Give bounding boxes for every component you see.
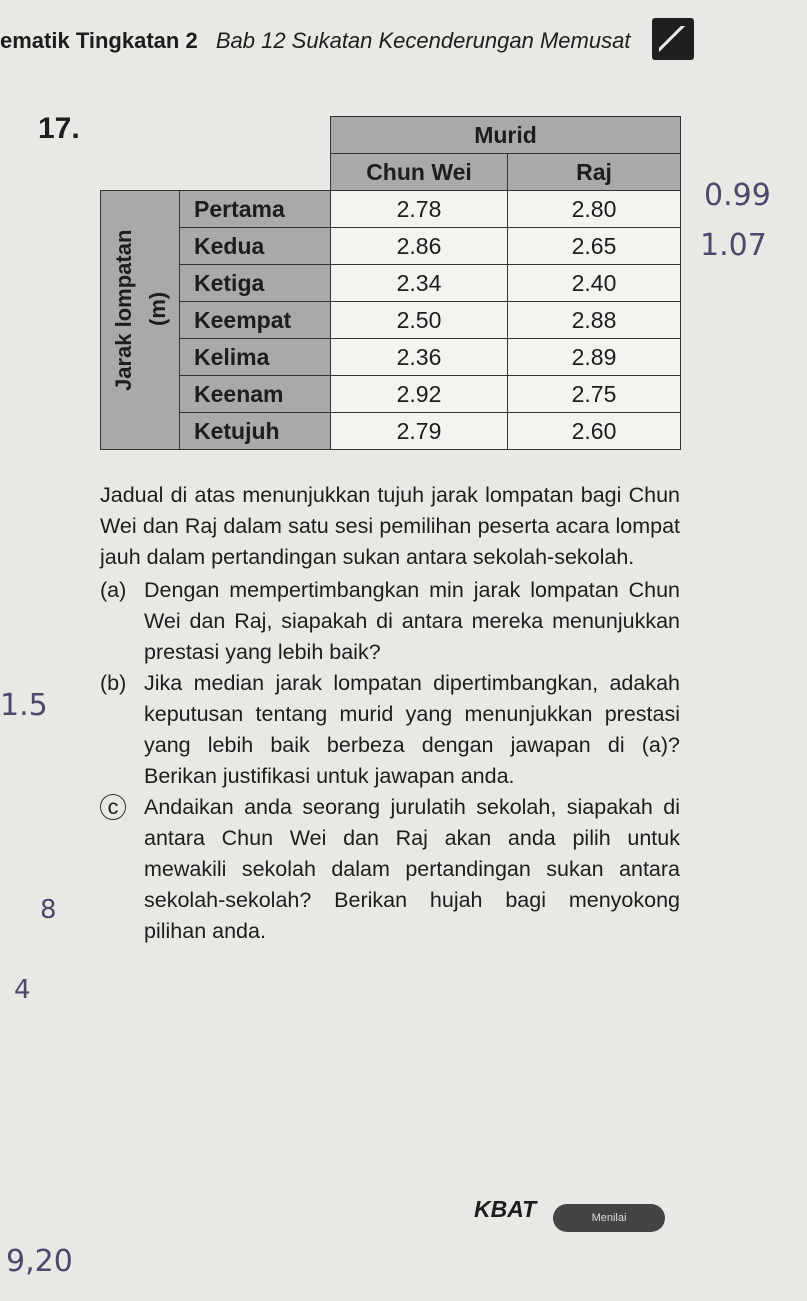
page-header xyxy=(0,28,690,54)
table-row: Ketujuh 2.79 2.60 xyxy=(101,413,681,450)
kbat-label: KBAT xyxy=(474,1196,537,1222)
part-a: (a) Dengan mempertimbangkan min jarak lompatan Chun Wei dan Raj, siapakah di antara mereka menunjukkan prestasi yang lebih baik? xyxy=(100,578,680,664)
question-body xyxy=(100,480,680,947)
book-icon xyxy=(652,18,694,60)
handwritten-note: 4 xyxy=(14,975,31,1005)
table-row: Kelima 2.36 2.89 xyxy=(101,339,681,376)
table-row: Keenam 2.92 2.75 xyxy=(101,376,681,413)
handwritten-note: 9,20 xyxy=(6,1244,73,1279)
table-row: Keempat 2.50 2.88 xyxy=(101,302,681,339)
menilai-badge: Menilai xyxy=(553,1204,665,1232)
table-row: Jarak lompatan (m) Pertama 2.78 2.80 xyxy=(101,191,681,228)
column-chun-wei: Chun Wei xyxy=(331,154,508,191)
header-chapter: Bab 12 Sukatan Kecenderungan Memusat xyxy=(215,28,631,53)
table-row: Kedua 2.86 2.65 xyxy=(101,228,681,265)
part-b: (b) Jika median jarak lompatan dipertimbangkan, adakah keputusan tentang murid yang menunjukkan prestasi yang lebih baik berbeza dengan jawapan di (a)? Berikan justifikasi untuk jawapan anda. xyxy=(100,671,680,788)
handwritten-note: 0.99 xyxy=(704,178,771,213)
group-header: Murid xyxy=(331,117,681,154)
row-axis-label: Jarak lompatan (m) xyxy=(101,191,180,450)
handwritten-note: 8 xyxy=(40,895,57,925)
jump-distance-table xyxy=(100,116,681,450)
handwritten-note: 1.5 xyxy=(0,688,48,723)
question-number: 17. xyxy=(38,112,80,145)
column-raj: Raj xyxy=(508,154,681,191)
header-form: Tingkatan 2 xyxy=(75,28,198,53)
part-c: c Andaikan anda seorang jurulatih sekolah, siapakah di antara Chun Wei dan Raj akan anda pilih untuk mewakili sekolah dalam pertandingan sukan antara sekolah-sekolah? Berikan hujah bagi menyokong pilihan anda. xyxy=(100,792,680,947)
handwritten-note: 1.07 xyxy=(700,228,767,263)
header-subject: ematik xyxy=(0,28,70,53)
question-intro: Jadual di atas menunjukkan tujuh jarak lompatan bagi Chun Wei dan Raj dalam satu sesi pemilihan peserta acara lompat jauh dalam pertandingan sukan antara sekolah-sekolah. xyxy=(100,483,680,569)
table-row: Ketiga 2.34 2.40 xyxy=(101,265,681,302)
